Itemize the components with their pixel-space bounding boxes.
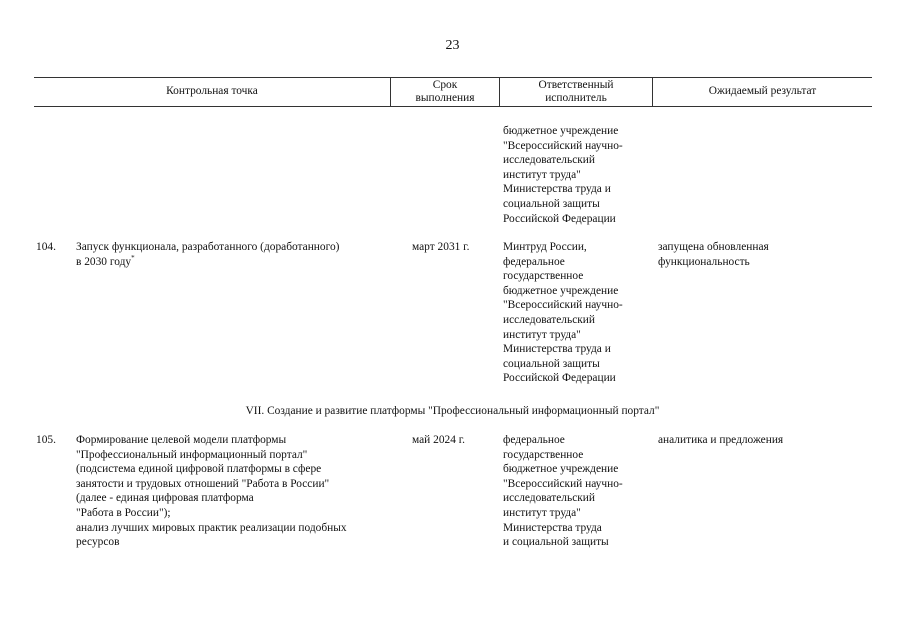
executor-cell: федеральное государственное бюджетное учреждение "Всероссийский научно- исследовательский институт труда" Министерства труда и социальной защиты [503, 434, 623, 549]
row-number: 104. [36, 241, 56, 253]
executor-cell: Минтруд России, федеральное государственное бюджетное учреждение "Всероссийский научно- исследовательский институт труда" Министерства труда и социальной защиты Российской Федерации [503, 241, 623, 385]
column-header-deadline: Срок выполнения [415, 78, 475, 104]
continued-executor-cell: бюджетное учреждение "Всероссийский научно- исследовательский институт труда" Министерства труда и социальной защиты Российской Федерации [503, 125, 623, 225]
task-cell: Запуск функционала, разработанного (доработанного) в 2030 году [76, 241, 340, 268]
deadline-cell: март 2031 г. [412, 241, 470, 253]
row-number: 105. [36, 434, 56, 446]
section-title: VII. Создание и развитие платформы "Профессиональный информационный портал" [245, 405, 660, 417]
footnote-marker: * [131, 253, 135, 262]
task-cell: Формирование целевой модели платформы "Профессиональный информационный портал" (подсистема единой цифровой платформы в сфере занятости и трудовых отношений "Работа в России" (далее - единая цифровая платформа "Работа в России"); анализ лучших мировых практик реализации подобных ресурсов [76, 434, 347, 549]
page-number: 23 [445, 38, 460, 53]
result-cell: аналитика и предложения [658, 434, 784, 446]
column-header-executor: Ответственный исполнитель [538, 78, 614, 104]
result-cell: запущена обновленная функциональность [658, 241, 769, 268]
column-header-checkpoint: Контрольная точка [166, 85, 258, 98]
column-header-result: Ожидаемый результат [708, 85, 817, 98]
deadline-cell: май 2024 г. [412, 434, 465, 446]
table-header-rule [34, 106, 872, 107]
